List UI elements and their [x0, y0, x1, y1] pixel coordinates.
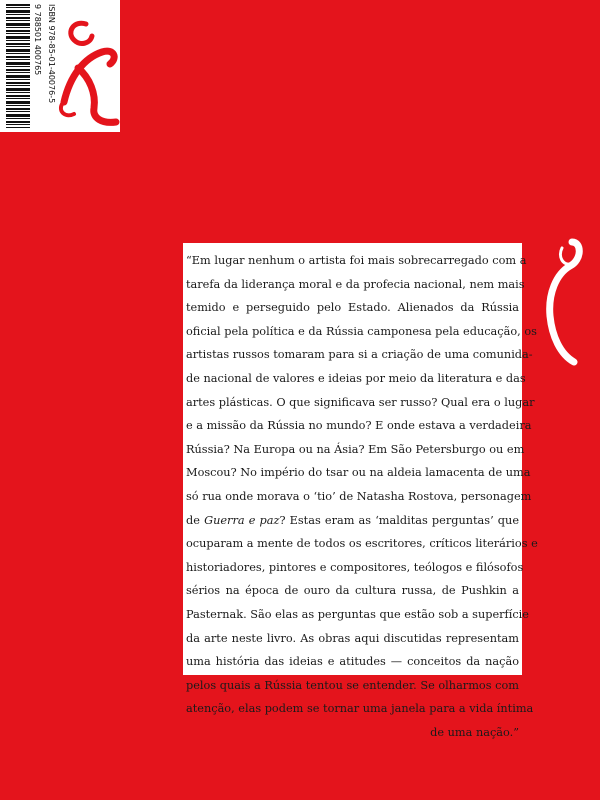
- quote-line: oficial pela política e da Rússia camponesa pela educação, os: [186, 324, 537, 338]
- quote-line: artes plásticas. O que significava ser russo? Qual era o lugar: [186, 395, 535, 409]
- quote-line: pelos quais a Rússia tentou se entender. Se olharmos com: [186, 678, 519, 692]
- isbn-text: ISBN 978-85-01-40076-5: [47, 4, 56, 104]
- quote-last-line: de uma nação.”: [430, 725, 519, 739]
- quote-line: artistas russos tomaram para si a criação de uma comunida-: [186, 348, 533, 362]
- quote-line: tarefa da liderança moral e da profecia nacional, nem mais: [186, 277, 525, 291]
- back-cover-quote-box: [183, 243, 538, 739]
- barcode: [6, 4, 42, 128]
- quote-line: ocuparam a mente de todos os escritores, críticos literários e: [186, 537, 538, 551]
- publisher-corner-panel: [0, 0, 120, 132]
- quote-line: só rua onde morava o ‘tio’ de Natasha Rostova, personagem: [186, 489, 532, 503]
- decorative-swash-icon: [538, 236, 584, 368]
- quote-line: Rússia? Na Europa ou na Ásia? Em São Petersburgo ou em: [186, 442, 525, 456]
- quote-line: de nacional de valores e ideias por meio da literatura e das: [186, 371, 526, 385]
- book-title-italic: Guerra e paz: [204, 513, 280, 527]
- quote-line-book-title: de Guerra e paz? Estas eram as ‘malditas perguntas’ que: [186, 513, 520, 527]
- quote-line: sérios na época de ouro da cultura russa, de Pushkin a: [186, 584, 519, 598]
- quote-line: “Em lugar nenhum o artista foi mais sobrecarregado com a: [186, 254, 527, 267]
- quote-line: e a missão da Rússia no mundo? E onde estava a verdadeira: [186, 419, 532, 433]
- quote-line: Pasternak. São elas as perguntas que estão sob a superfície: [186, 607, 529, 621]
- quote-line: temido e perseguido pelo Estado. Alienados da Rússia: [186, 301, 519, 315]
- barcode-digits: 9 788501 400765: [33, 4, 42, 76]
- publisher-logo-ampersand: [56, 14, 122, 130]
- barcode-bars: [6, 4, 30, 128]
- quote-line: historiadores, pintores e compositores, teólogos e filósofos: [186, 560, 524, 574]
- quote-line: da arte neste livro. As obras aqui discutidas representam: [186, 631, 519, 645]
- back-cover-quote: [183, 243, 538, 744]
- quote-line: atenção, elas podem se tornar uma janela para a vida íntima: [186, 702, 534, 716]
- quote-line: Moscou? No império do tsar ou na aldeia lamacenta de uma: [186, 466, 531, 480]
- quote-line: uma história das ideias e atitudes — conceitos da nação: [186, 655, 519, 669]
